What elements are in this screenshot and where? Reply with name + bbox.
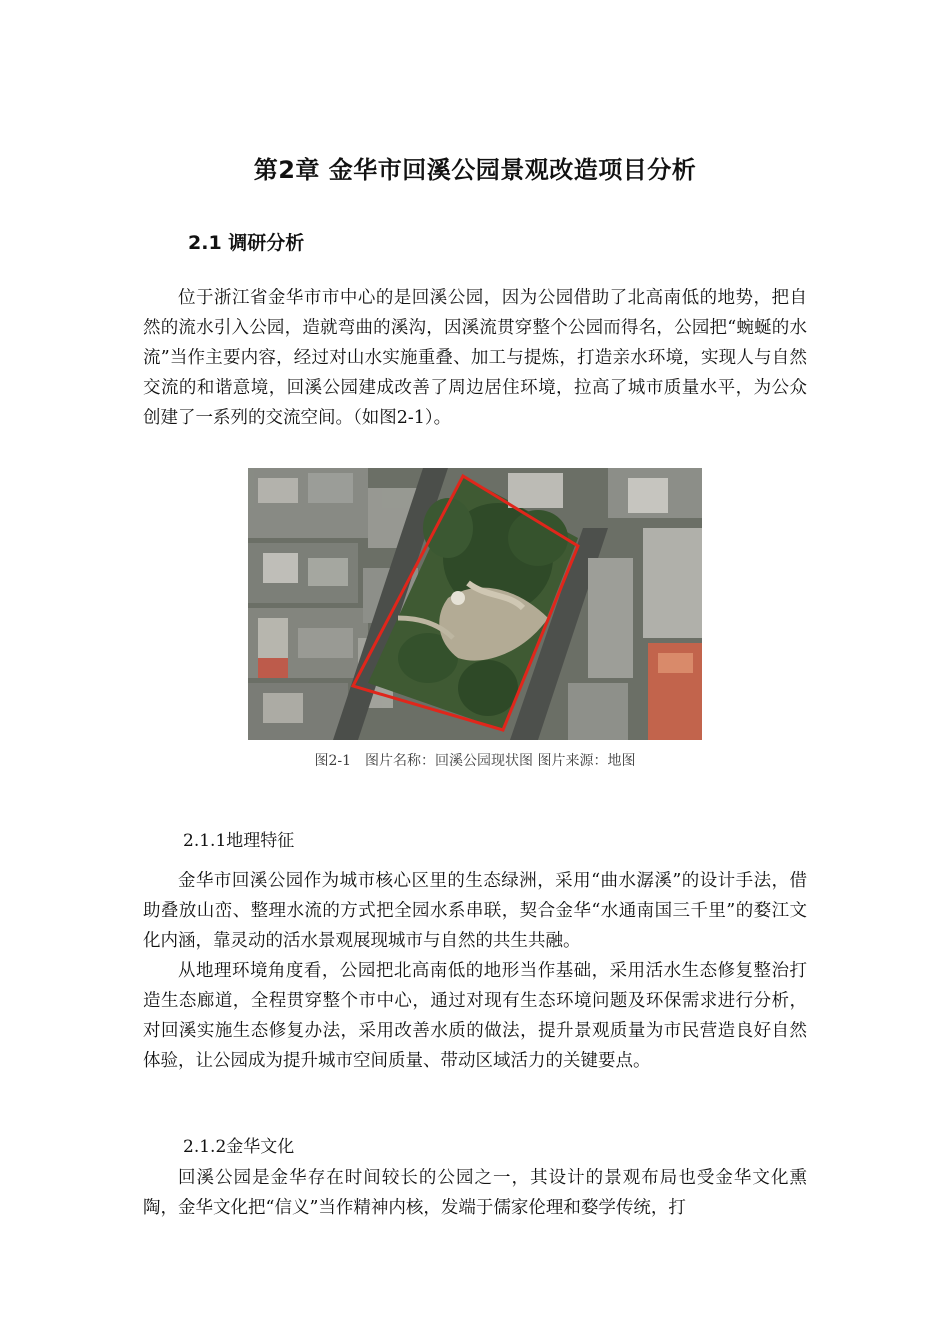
figure-caption: 图2-1 图片名称：回溪公园现状图 图片来源：地图 xyxy=(314,753,636,769)
section-title: 2.1 调研分析 xyxy=(188,232,305,254)
subsection-title-culture: 2.1.2金华文化 xyxy=(183,1137,295,1157)
park-satellite-image xyxy=(248,468,702,740)
culture-paragraph-1: 回溪公园是金华存在时间较长的公园之一，其设计的景观布局也受金华文化熏陶，金华文化把“信义”当作精神内核，发端于儒家伦理和婺学传统，打 xyxy=(143,1168,807,1218)
geography-paragraph-1: 金华市回溪公园作为城市核心区里的生态绿洲，采用“曲水潺溪”的设计手法，借助叠放山峦、整理水流的方式把全园水系串联，契合金华“水通南国三千里”的婺江文化内涵，靠灵动的活水景观展现城市与自然的共生共融。 xyxy=(143,871,807,951)
geography-paragraph-2: 从地理环境角度看，公园把北高南低的地形当作基础，采用活水生态修复整治打造生态廊道，全程贯穿整个市中心，通过对现有生态环境问题及环保需求进行分析，对回溪实施生态修复办法，采用改善水质的做法，提升景观质量为市民营造良好自然体验，让公园成为提升城市空间质量、带动区域活力的关键要点。 xyxy=(143,961,807,1071)
subsection-title-geography: 2.1.1地理特征 xyxy=(183,831,295,851)
chapter-title: 第2章 金华市回溪公园景观改造项目分析 xyxy=(253,156,697,184)
intro-paragraph: 位于浙江省金华市市中心的是回溪公园，因为公园借助了北高南低的地势，把自然的流水引入公园，造就弯曲的溪沟，因溪流贯穿整个公园而得名，公园把“蜿蜒的水流”当作主要内容，经过对山水实施重叠、加工与提炼，打造亲水环境，实现人与自然交流的和谐意境，回溪公园建成改善了周边居住环境，拉高了城市质量水平，为公众创建了一系列的交流空间。（如图2-1）。 xyxy=(143,288,807,428)
